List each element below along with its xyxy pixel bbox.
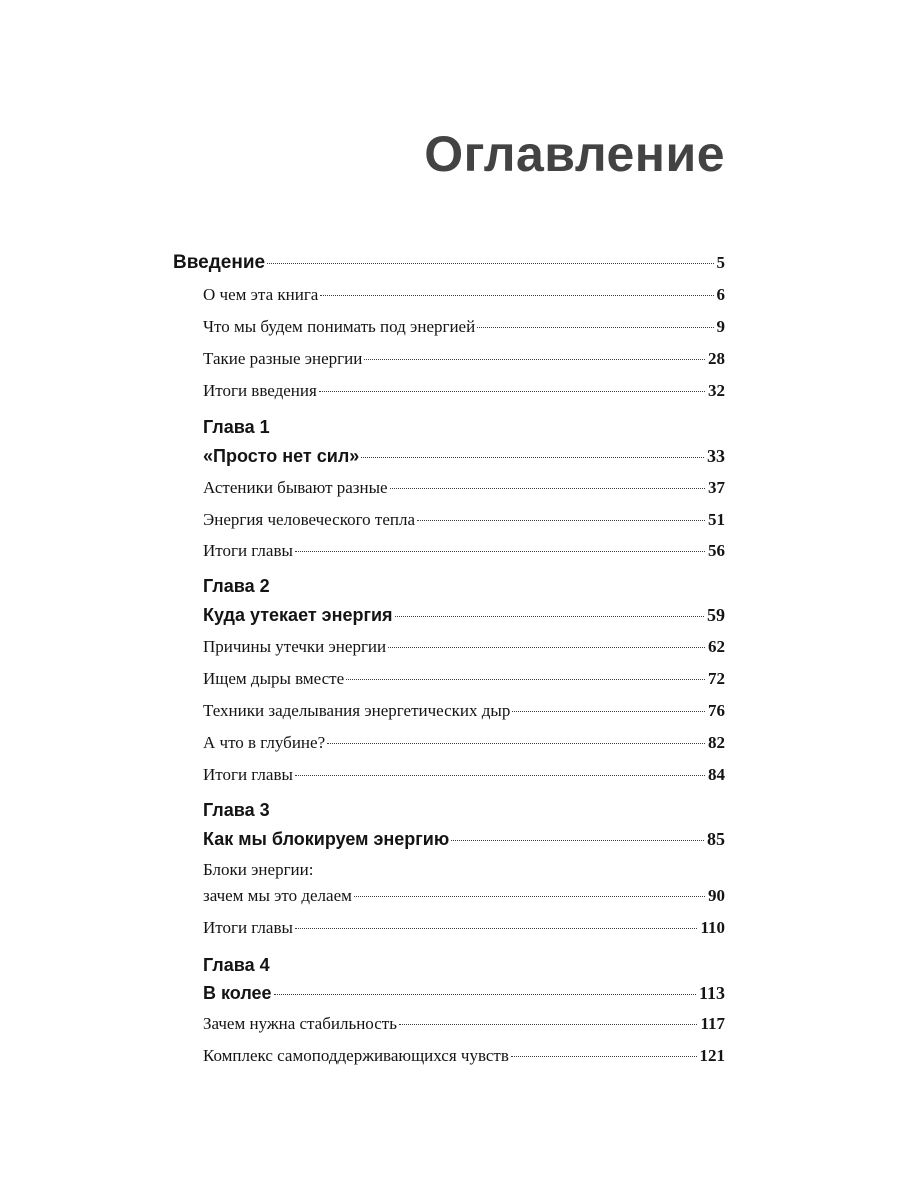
toc-entry — [203, 762, 725, 788]
toc-entry — [203, 346, 725, 372]
entry-label-line1: Блоки энергии: — [203, 860, 314, 879]
page-number: 117 — [700, 1014, 725, 1033]
page-number: 32 — [708, 381, 725, 400]
page-number: 33 — [707, 446, 725, 466]
dot-leader — [512, 711, 705, 712]
entry-label: А что в глубине? — [203, 733, 326, 752]
entry-label: Итоги введения — [203, 381, 317, 400]
page-number: 9 — [716, 317, 725, 336]
dot-leader — [295, 775, 705, 776]
dot-leader — [354, 896, 705, 897]
entry-label: Как мы блокируем энергию — [203, 829, 450, 849]
entry-label: Комплекс самоподдерживающихся чувств — [203, 1046, 509, 1065]
toc-entry-chapter-title — [203, 980, 725, 1006]
dot-leader — [477, 327, 713, 328]
entry-label: Причины утечки энергии — [203, 637, 387, 656]
chapter-number: Глава 2 — [203, 576, 270, 596]
entry-label: Астеники бывают разные — [203, 478, 388, 497]
entry-label: Итоги главы — [203, 918, 293, 937]
page-number: 37 — [708, 478, 725, 497]
entry-label: зачем мы это делаем — [203, 886, 352, 905]
page-number: 62 — [708, 637, 725, 656]
toc-entry — [203, 1043, 725, 1069]
entry-label: Техники заделывания энергетических дыр — [203, 701, 511, 720]
entry-label: В колее — [203, 983, 272, 1003]
toc-entry — [203, 538, 725, 564]
toc-entry-chapter-title — [203, 602, 725, 628]
toc-entry — [203, 378, 725, 404]
entry-label: Итоги главы — [203, 765, 293, 784]
entry-label: Зачем нужна стабильность — [203, 1014, 397, 1033]
dot-leader — [295, 551, 705, 552]
chapter-number: Глава 3 — [203, 800, 270, 820]
page-number: 56 — [708, 541, 725, 560]
dot-leader — [388, 647, 705, 648]
page-number: 84 — [708, 765, 725, 784]
entry-label: Итоги главы — [203, 541, 293, 560]
dot-leader — [390, 488, 705, 489]
page-number: 121 — [699, 1046, 725, 1065]
dot-leader — [417, 520, 705, 521]
dot-leader — [451, 840, 704, 841]
dot-leader — [295, 928, 698, 929]
toc-entry — [203, 698, 725, 724]
toc-entry — [203, 666, 725, 692]
toc-entry — [203, 475, 725, 501]
page-number: 59 — [707, 605, 725, 625]
chapter-number: Глава 1 — [203, 417, 270, 437]
dot-leader — [511, 1056, 697, 1057]
toc-entry — [203, 1011, 725, 1037]
toc-entry — [203, 314, 725, 340]
chapter-number: Глава 4 — [203, 955, 270, 975]
dot-leader — [274, 994, 696, 995]
toc-entry — [203, 282, 725, 308]
page-number: 72 — [708, 669, 725, 688]
toc-entry-chapter-title — [203, 443, 725, 469]
toc-entry — [203, 915, 725, 941]
dot-leader — [267, 263, 713, 264]
entry-label: Энергия человеческого тепла — [203, 510, 415, 529]
entry-label: Введение — [173, 252, 266, 273]
toc-entry-chapter-title — [203, 826, 725, 852]
page-title: Оглавление — [424, 126, 725, 182]
entry-label: Ищем дыры вместе — [203, 669, 345, 688]
entry-label: Такие разные энергии — [203, 349, 363, 368]
dot-leader — [399, 1024, 697, 1025]
dot-leader — [327, 743, 705, 744]
dot-leader — [364, 359, 705, 360]
page-number: 113 — [698, 983, 725, 1003]
toc-entry-intro — [173, 250, 725, 276]
dot-leader — [319, 391, 705, 392]
page-number: 76 — [708, 701, 725, 720]
page-number: 110 — [700, 918, 725, 937]
toc-entry — [203, 634, 725, 660]
toc-entry — [203, 883, 725, 909]
dot-leader — [320, 295, 713, 296]
page-number: 28 — [708, 349, 725, 368]
entry-label: О чем эта книга — [203, 285, 319, 304]
dot-leader — [395, 616, 704, 617]
entry-label: «Просто нет сил» — [203, 446, 360, 466]
dot-leader — [361, 457, 704, 458]
dot-leader — [346, 679, 705, 680]
entry-label: Что мы будем понимать под энергией — [203, 317, 476, 336]
toc-entry — [203, 507, 725, 533]
toc-entry — [203, 730, 725, 756]
page-number: 82 — [708, 733, 725, 752]
page-number: 85 — [707, 829, 725, 849]
page-number: 90 — [708, 886, 725, 905]
entry-label: Куда утекает энергия — [203, 605, 393, 625]
page-number: 6 — [716, 285, 725, 304]
page-number: 51 — [708, 510, 725, 529]
page-number: 5 — [716, 253, 725, 272]
